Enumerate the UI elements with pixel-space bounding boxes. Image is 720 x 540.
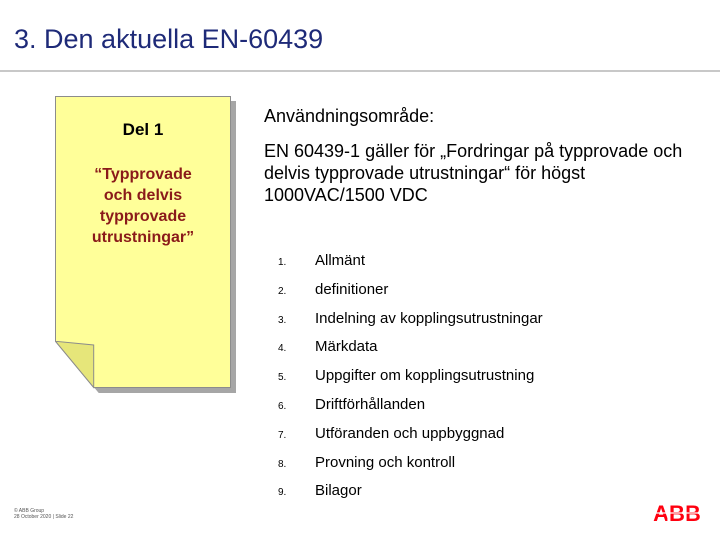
abb-logo	[650, 502, 704, 524]
list-label: Indelning av kopplingsutrustningar	[315, 309, 543, 327]
note-line: “Typprovade	[94, 166, 192, 183]
list-number: 5.	[278, 372, 287, 384]
list-label: Utföranden och uppbyggnad	[315, 424, 505, 442]
note-heading: Del 1	[122, 120, 164, 139]
slide-date-number: 28 October 2020 | Slide 22	[14, 514, 74, 520]
list-number: 6.	[278, 400, 287, 412]
list-item	[278, 396, 543, 425]
list-item	[278, 454, 543, 483]
slide-title: 3. Den aktuella EN-60439	[14, 24, 324, 54]
list-label: Allmänt	[315, 252, 366, 269]
logo-text: ABB	[653, 502, 701, 524]
list-item	[278, 367, 543, 396]
list-number: 9.	[278, 487, 287, 499]
list-number: 8.	[278, 458, 287, 470]
list-number: 3.	[278, 314, 287, 326]
note-line: typprovade	[99, 208, 187, 225]
list-item	[278, 252, 543, 281]
copyright-text: © ABB Group	[14, 508, 45, 514]
list-number: 4.	[278, 343, 287, 355]
list-item	[278, 482, 543, 511]
note-body	[55, 164, 231, 248]
list-label: Driftförhållanden	[315, 395, 426, 413]
scope-text: EN 60439-1 gäller för „Fordringar på typprovade och delvis typprovade utrustningar“ för högst 1000VAC/1500 VDC	[264, 141, 683, 205]
list-number: 1.	[278, 257, 287, 268]
list-label: Bilagor	[315, 482, 362, 500]
list-item	[278, 338, 543, 367]
list-label: Märkdata	[315, 338, 378, 356]
chapter-list	[278, 252, 543, 511]
list-item	[278, 281, 543, 310]
list-label: Uppgifter om kopplingsutrustning	[315, 367, 535, 385]
list-number: 7.	[278, 429, 287, 441]
list-number: 2.	[278, 285, 287, 297]
title-divider	[0, 70, 720, 72]
list-item	[278, 425, 543, 454]
scope-heading: Användningsområde:	[264, 106, 435, 126]
slide-footer	[14, 508, 73, 520]
note-line: och delvis	[103, 187, 183, 204]
list-label: Provning och kontroll	[315, 453, 456, 471]
list-item	[278, 310, 543, 339]
list-label: definitioner	[315, 280, 389, 298]
folded-corner-icon	[55, 341, 95, 389]
note-card	[55, 96, 235, 392]
note-line: utrustningar”	[91, 229, 195, 246]
